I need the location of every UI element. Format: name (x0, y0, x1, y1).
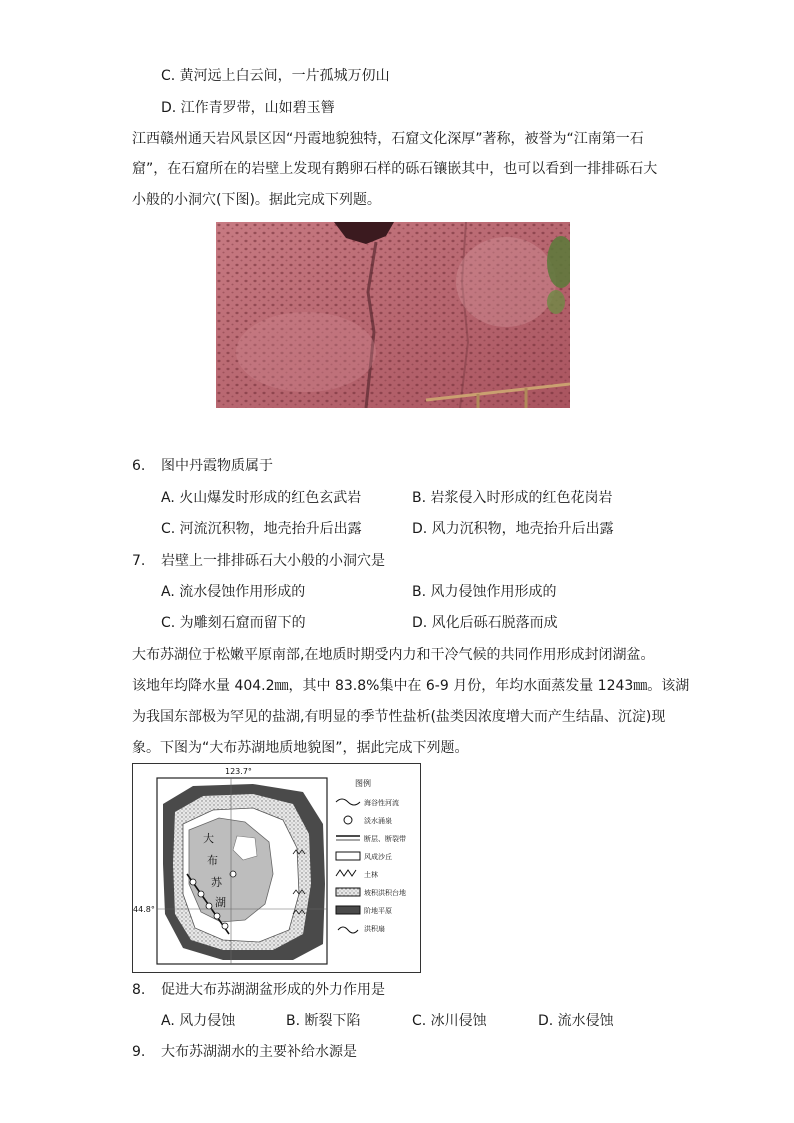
legend-river-icon (336, 799, 360, 805)
q6-number: 6. (132, 458, 146, 474)
legend-plain-icon (336, 906, 360, 914)
q8-stem: 促进大布苏湖湖盆形成的外力作用是 (161, 982, 385, 998)
latitude-label: 44.8° (133, 905, 155, 914)
legend-label: 断层、断裂带 (364, 835, 406, 843)
lake-char: 大 (203, 832, 214, 845)
q9-stem: 大布苏湖湖水的主要补给水源是 (161, 1044, 357, 1060)
q6-option-d: D. 风力沉积物，地壳抬升后出露 (412, 521, 614, 537)
q7-option-c: C. 为雕刻石窟而留下的 (161, 615, 306, 631)
q9-number: 9. (132, 1044, 146, 1060)
legend-label: 土林 (364, 871, 378, 879)
q6-stem: 图中丹霞物质属于 (161, 458, 273, 474)
legend-label: 淡水涌泉 (364, 817, 392, 825)
q7-number: 7. (132, 553, 146, 569)
passage2-line: 象。下图为“大布苏湖地质地貌图”，据此完成下列题。 (132, 740, 469, 756)
q8-number: 8. (132, 982, 146, 998)
passage2-line: 大布苏湖位于松嫩平原南部,在地质时期受内力和干冷气候的共同作用形成封闭湖盆。 (132, 647, 655, 663)
q6-option-c: C. 河流沉积物，地壳抬升后出露 (161, 521, 362, 537)
legend-platform-icon (336, 888, 360, 896)
q6-option-b: B. 岩浆侵入时形成的红色花岗岩 (412, 490, 613, 506)
map-drawing (133, 764, 420, 972)
longitude-label: 123.7° (225, 767, 252, 776)
legend-badland-icon (336, 870, 356, 876)
passage1-line: 窟”，在石窟所在的岩壁上发现有鹅卵石样的砾石镶嵌其中，也可以看到一排排砾石大 (132, 161, 658, 177)
legend (336, 798, 406, 933)
passage1-line: 江西赣州通天岩风景区因“丹霞地貌独特，石窟文化深厚”著称，被誉为“江南第一石 (132, 131, 644, 147)
q8-option-c: C. 冰川侵蚀 (412, 1013, 487, 1029)
legend-spring-icon (344, 816, 352, 824)
cliff-illustration (216, 222, 570, 408)
q7-option-d: D. 风化后砾石脱落而成 (412, 615, 558, 631)
q6-option-a: A. 火山爆发时形成的红色玄武岩 (161, 490, 362, 506)
legend-label: 阶地平原 (364, 907, 392, 915)
legend-fan-icon (338, 927, 358, 933)
passage1-line: 小般的小洞穴(下图)。据此完成下列题。 (132, 192, 381, 208)
legend-label: 海谷性河流 (364, 799, 399, 807)
prev-option-c: C. 黄河远上白云间，一片孤城万仞山 (161, 68, 390, 84)
lake-char: 布 (207, 854, 218, 867)
legend-label: 坡积洪积台地 (364, 889, 406, 897)
lake-char: 苏 (211, 876, 222, 889)
danxia-cliff-photo (216, 222, 570, 408)
q7-option-a: A. 流水侵蚀作用形成的 (161, 584, 306, 600)
legend-label: 洪积扇 (364, 925, 385, 933)
legend-dune-icon (336, 852, 360, 860)
lake-char: 湖 (215, 896, 226, 909)
geology-map (132, 763, 421, 973)
q8-option-a: A. 风力侵蚀 (161, 1013, 236, 1029)
legend-title: 图例 (355, 779, 371, 788)
q8-option-b: B. 断裂下陷 (286, 1013, 361, 1029)
prev-option-d: D. 江作青罗带，山如碧玉簪 (161, 100, 335, 116)
passage2-line: 该地年均降水量 404.2㎜，其中 83.8%集中在 6-9 月份，年均水面蒸发量 1243㎜。该湖 (132, 678, 690, 694)
legend-label: 风成沙丘 (364, 853, 392, 861)
passage2-line: 为我国东部极为罕见的盐湖,有明显的季节性盐析(盐类因浓度增大而产生结晶、沉淀)现 (132, 709, 666, 725)
q7-option-b: B. 风力侵蚀作用形成的 (412, 584, 557, 600)
q7-stem: 岩壁上一排排砾石大小般的小洞穴是 (161, 553, 385, 569)
q8-option-d: D. 流水侵蚀 (538, 1013, 614, 1029)
